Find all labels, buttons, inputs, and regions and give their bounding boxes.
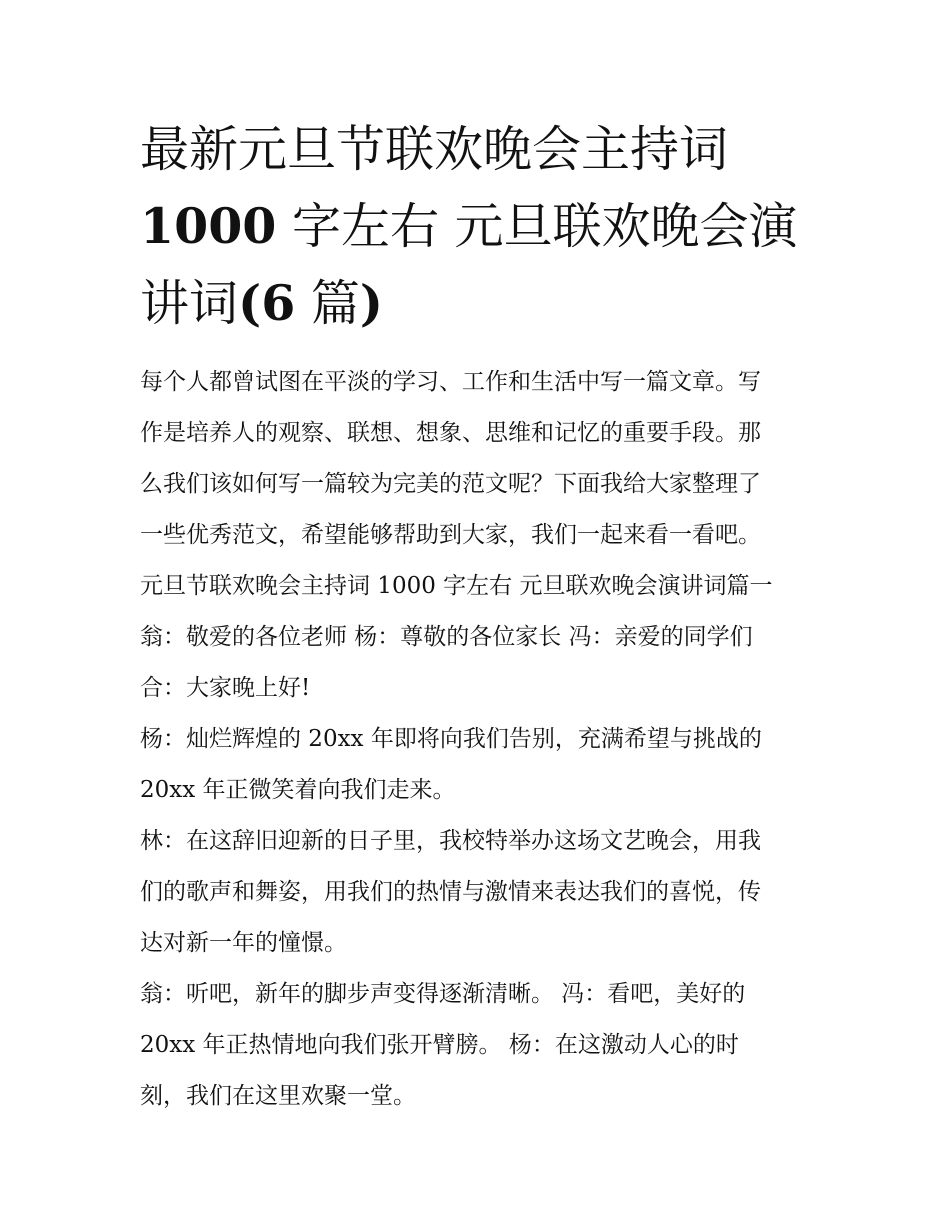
body-line-12: 达对新一年的憧憬。: [140, 930, 347, 956]
title-line-3: [140, 265, 812, 342]
title-line-1-text: 最新元旦节联欢晚会主持词: [140, 121, 729, 178]
body-line-15: 刻，我们在这里欢聚一堂。: [140, 1083, 416, 1109]
body-line-14: 20xx 年正热情地向我们张开臂膀。 杨：在这激动人心的时: [140, 1032, 739, 1058]
body-line-2: 作是培养人的观察、联想、想象、思维和记忆的重要手段。那: [140, 420, 761, 446]
body-line-8: 杨：灿烂辉煌的 20xx 年即将向我们告别，充满希望与挑战的: [140, 726, 762, 752]
document-body: [140, 357, 812, 1122]
body-line-4: 一些优秀范文，希望能够帮助到大家，我们一起来看一看吧。: [140, 522, 761, 548]
document-content: [140, 112, 812, 1122]
body-line-13: 翁：听吧，新年的脚步声变得逐渐清晰。 冯：看吧，美好的: [140, 981, 746, 1007]
title-line-2-number: 1000: [140, 197, 277, 255]
body-line-6: 翁：敬爱的各位老师 杨：尊敬的各位家长 冯：亲爱的同学们: [140, 624, 753, 650]
body-line-10: 林：在这辞旧迎新的日子里，我校特举办这场文艺晚会，用我: [140, 828, 761, 854]
body-line-7: 合：大家晚上好!: [140, 675, 311, 701]
title-line-2-text: 字左右 元旦联欢晚会演: [276, 198, 798, 255]
title-line-3-text: 讲词: [140, 275, 239, 332]
title-line-3-tail: 篇: [295, 275, 360, 332]
body-line-3: 么我们该如何写一篇较为完美的范文呢？下面我给大家整理了: [140, 471, 761, 497]
document-title: [140, 112, 812, 342]
title-line-2: [140, 188, 812, 265]
body-line-11: 们的歌声和舞姿，用我们的热情与激情来表达我们的喜悦，传: [140, 879, 761, 905]
title-line-3-close: ): [359, 274, 384, 332]
body-line-9: 20xx 年正微笑着向我们走来。: [140, 777, 456, 803]
body-line-5: 元旦节联欢晚会主持词 1000 字左右 元旦联欢晚会演讲词篇一: [140, 573, 773, 599]
title-line-1: [140, 112, 812, 188]
title-line-3-number: (6: [238, 274, 296, 332]
body-line-1: 每个人都曾试图在平淡的学习、工作和生活中写一篇文章。写: [140, 369, 761, 395]
